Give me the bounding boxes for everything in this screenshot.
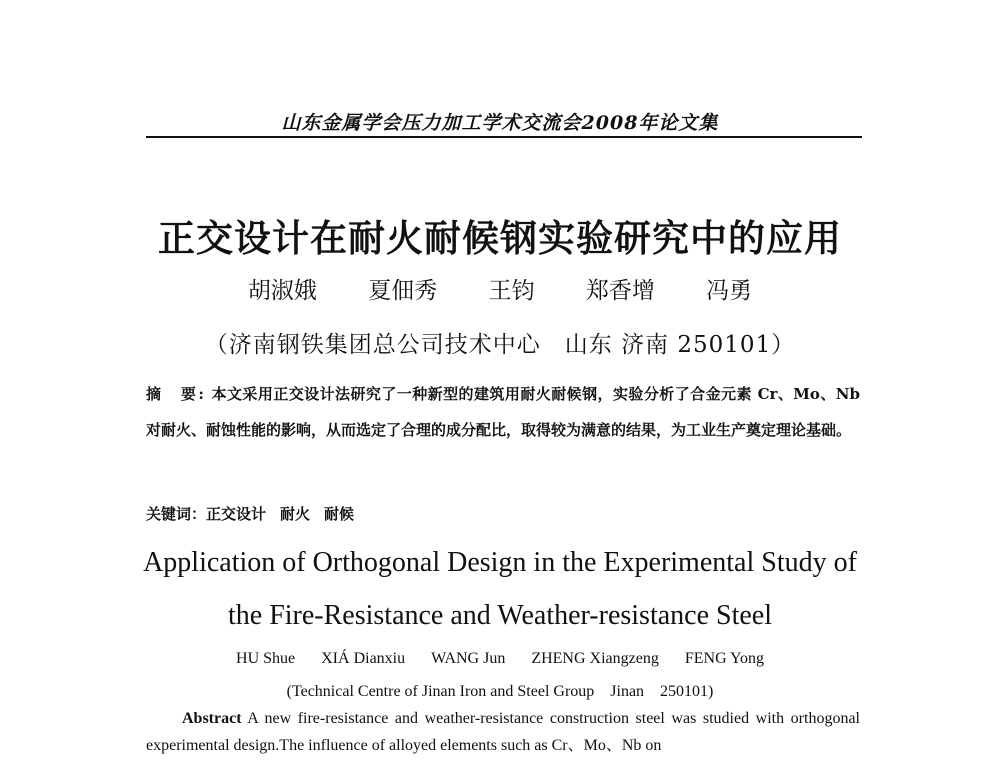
title-en-line-1: Application of Orthogonal Design in the Experimental Study of bbox=[143, 547, 857, 578]
author-cn: 胡淑娥 bbox=[247, 278, 317, 304]
author-en: ZHENG Xiangzeng bbox=[531, 650, 659, 667]
header-rule bbox=[146, 136, 862, 138]
title-en-line-2: the Fire-Resistance and Weather-resistance Steel bbox=[227, 600, 772, 631]
authors-en bbox=[0, 650, 1000, 668]
abstract-en bbox=[146, 705, 860, 759]
abstract-cn-text: 本文采用正交设计法研究了一种新型的建筑用耐火耐候钢，实验分析了合金元素 Cr、Mo、Nb 对耐火、耐蚀性能的影响，从而选定了合理的成分配比，取得较为满意的结果，为工业生产奠定理论基础。 bbox=[146, 385, 860, 439]
abstract-en-label: Abstract bbox=[182, 710, 242, 727]
author-cn: 郑香增 bbox=[585, 278, 655, 304]
author-en: HU Shue bbox=[236, 650, 296, 667]
authors-cn bbox=[0, 272, 1000, 305]
paper-title: 正交设计在耐火耐候钢实验研究中的应用 bbox=[158, 217, 842, 260]
author-en: WANG Jun bbox=[431, 650, 506, 667]
abstract-cn bbox=[146, 376, 860, 448]
keywords-label: 关键词： bbox=[146, 505, 207, 523]
affiliation-cn: （济南钢铁集团总公司技术中心 山东 济南 250101） bbox=[204, 332, 796, 358]
keyword: 耐火 bbox=[280, 505, 311, 523]
author-en: FENG Yong bbox=[684, 650, 764, 667]
author-cn: 夏佃秀 bbox=[368, 278, 438, 304]
keywords-cn bbox=[146, 503, 860, 524]
keyword: 正交设计 bbox=[206, 505, 267, 523]
author-cn: 冯勇 bbox=[706, 278, 753, 304]
abstract-cn-label: 摘 要: bbox=[146, 385, 206, 403]
abstract-en-text: A new fire-resistance and weather-resistance construction steel was studied with orthogonal experimental design.The influence of alloyed elements such as Cr、Mo、Nb on bbox=[146, 710, 860, 754]
author-en: XIÁ Dianxiu bbox=[321, 650, 406, 667]
running-head: 山东金属学会压力加工学术交流会2008年论文集 bbox=[281, 112, 719, 134]
keyword: 耐候 bbox=[324, 505, 355, 523]
affiliation-en: (Technical Centre of Jinan Iron and Steel Group Jinan 250101) bbox=[286, 683, 714, 700]
author-cn: 王钧 bbox=[488, 278, 535, 304]
